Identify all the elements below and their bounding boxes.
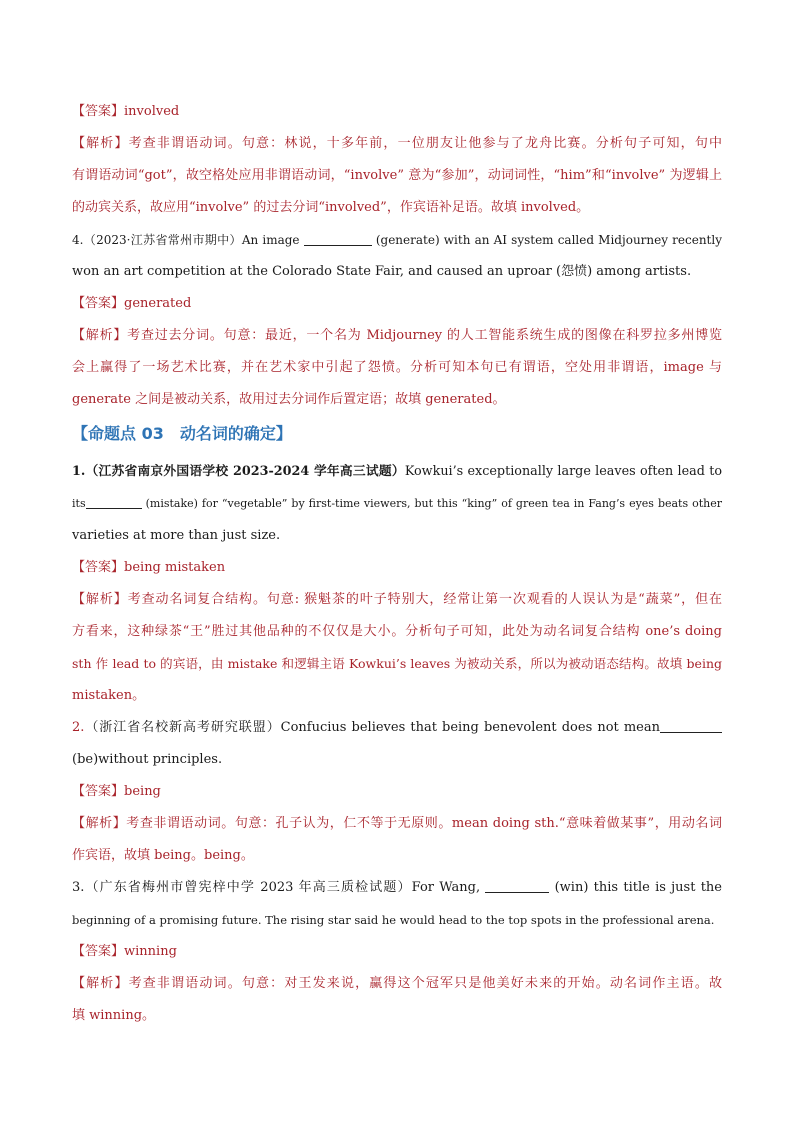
analysis-tag: 【解析】 <box>72 816 127 831</box>
question-line <box>72 712 722 744</box>
answer-line <box>72 776 722 808</box>
question-source: （江苏省南京外国语学校 2023-2024 学年高三试题） <box>85 464 405 479</box>
answer-blank[interactable] <box>660 718 722 733</box>
analysis-text: 考查非谓语动词。句意：孔子认为，仁不等于无原则。mean doing sth.“意味着做某事”，用动名词 <box>126 816 722 831</box>
analysis-tag: 【解析】 <box>72 328 128 343</box>
question-line: beginning of a promising future. The rising star said he would head to the top spots in the professional arena. <box>72 913 715 927</box>
analysis-line <box>72 808 722 840</box>
answer-blank[interactable] <box>304 231 372 246</box>
question-1 <box>72 456 722 712</box>
question-number: 2. <box>72 720 85 735</box>
answer-tag: 【答案】 <box>72 296 125 311</box>
question-line <box>72 224 722 256</box>
question-text: (generate) with an AI system called Midjourney recently <box>375 233 722 247</box>
analysis-text: 考查过去分词。句意：最近，一个名为 Midjourney 的人工智能系统生成的图像在科罗拉多州博览 <box>127 328 722 343</box>
question-number: 3. <box>72 880 85 895</box>
answer-text: winning <box>124 944 177 959</box>
question-line: (be)without principles. <box>72 752 223 767</box>
answer-line <box>72 96 722 128</box>
answer-tag: 【答案】 <box>72 784 125 799</box>
question-text: An image <box>241 233 300 247</box>
question-4 <box>72 224 722 416</box>
analysis-line: 会上赢得了一场艺术比赛，并在艺术家中引起了怨愤。分析可知本句已有谓语，空处用非谓语，image 与 <box>72 360 722 375</box>
question-source: （2023·江苏省常州市期中） <box>83 233 242 247</box>
question-line <box>72 872 722 904</box>
analysis-line <box>72 320 722 352</box>
prev-question-block <box>72 96 722 224</box>
question-number: 4. <box>72 233 84 247</box>
question-line <box>72 488 722 520</box>
analysis-line <box>72 128 722 160</box>
analysis-tag: 【解析】 <box>72 976 129 991</box>
answer-blank[interactable] <box>485 878 549 893</box>
question-text: (mistake) for “vegetable” by first-time viewers, but this “king” of green tea in Fang’s eyes beats other <box>145 497 723 510</box>
question-line <box>72 456 722 488</box>
answer-text: involved <box>124 104 180 119</box>
section-heading: 【命题点 03 动名词的确定】 <box>72 424 292 443</box>
analysis-line: 填 winning。 <box>72 1008 156 1023</box>
analysis-line: mistaken。 <box>72 688 146 703</box>
question-text: its <box>72 497 86 510</box>
analysis-line: 作宾语，故填 being。being。 <box>72 848 254 863</box>
answer-tag: 【答案】 <box>72 560 125 575</box>
answer-tag: 【答案】 <box>72 104 125 119</box>
question-number: 1. <box>72 464 86 479</box>
answer-line <box>72 936 722 968</box>
question-text: (win) this title is just the <box>554 880 723 895</box>
analysis-line: sth 作 lead to 的宾语，由 mistake 和逻辑主语 Kowkui’s leaves 为被动关系，所以为被动语态结构。故填 being <box>72 656 722 671</box>
answer-tag: 【答案】 <box>72 944 125 959</box>
question-source: （广东省梅州市曾宪梓中学 2023 年高三质检试题） <box>84 880 412 895</box>
analysis-line: 方看来，这种绿茶“王”胜过其他品种的不仅仅是大小。分析句子可知，此处为动名词复合结构 one’s doing <box>72 624 722 639</box>
analysis-line <box>72 968 722 1000</box>
question-2 <box>72 712 722 872</box>
analysis-line: 有谓语动词“got”，故空格处应用非谓语动词，“involve” 意为“参加”，动词词性，“him”和“involve” 为逻辑上 <box>72 168 722 183</box>
answer-line <box>72 288 722 320</box>
analysis-text: 考查非谓语动词。句意：林说，十多年前，一位朋友让他参与了龙舟比赛。分析句子可知，句中 <box>128 136 722 151</box>
analysis-text: 考查动名词复合结构。句意: 猴魁茶的叶子特别大，经常让第一次观看的人误认为是“蔬菜”，但在 <box>127 592 722 607</box>
question-line: won an art competition at the Colorado State Fair, and caused an uproar (怨愤) among artists. <box>72 264 692 279</box>
question-text: Confucius believes that being benevolent does not mean <box>280 720 660 735</box>
question-3 <box>72 872 722 1032</box>
answer-text: generated <box>124 296 192 311</box>
answer-blank[interactable] <box>86 494 142 509</box>
answer-line <box>72 552 722 584</box>
question-line: varieties at more than just size. <box>72 528 281 543</box>
analysis-line <box>72 584 722 616</box>
analysis-tag: 【解析】 <box>72 592 128 607</box>
question-text: For Wang, <box>411 880 481 895</box>
answer-text: being mistaken <box>124 560 226 575</box>
question-text: Kowkui’s exceptionally large leaves often lead to <box>404 464 723 479</box>
analysis-line: generate 之间是被动关系，故用过去分词作后置定语；故填 generated。 <box>72 392 506 407</box>
analysis-text: 考查非谓语动词。句意：对王发来说，赢得这个冠军只是他美好未来的开始。动名词作主语。故 <box>128 976 722 991</box>
analysis-line: 的动宾关系，故应用“involve” 的过去分词“involved”，作宾语补足语。故填 involved。 <box>72 200 590 215</box>
question-source: （浙江省名校新高考研究联盟） <box>84 720 281 735</box>
analysis-tag: 【解析】 <box>72 136 129 151</box>
answer-text: being <box>124 784 161 799</box>
